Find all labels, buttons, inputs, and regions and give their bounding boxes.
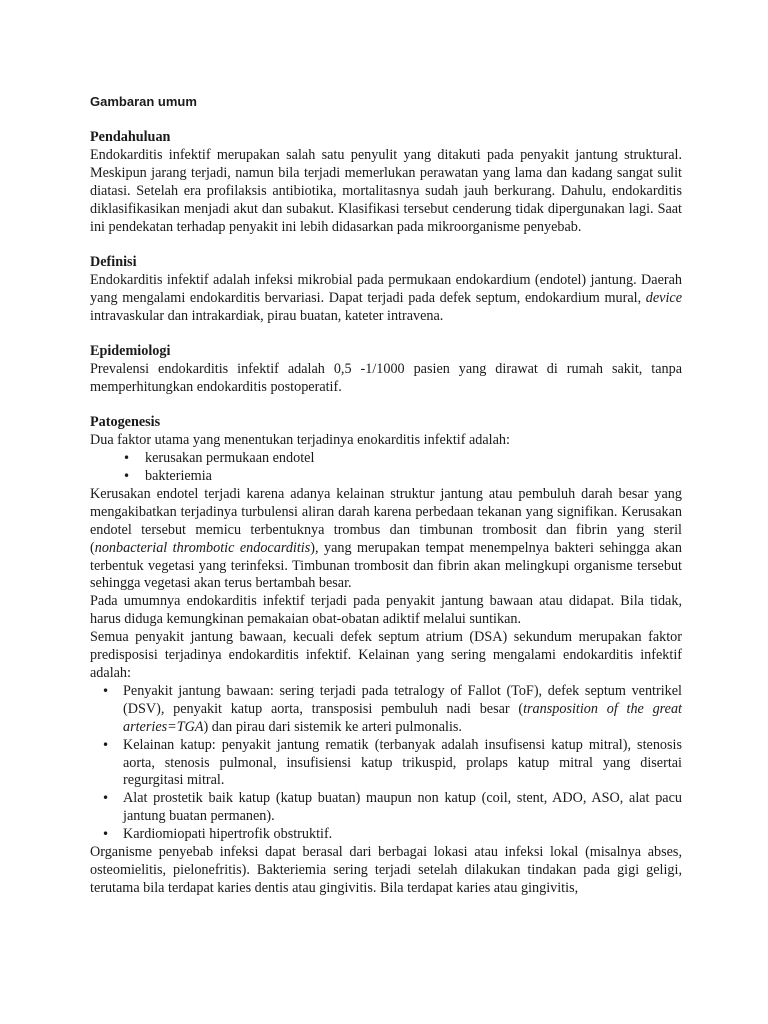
document-title: Gambaran umum — [90, 94, 197, 109]
list-item: • kerusakan permukaan endotel — [90, 450, 682, 468]
patogenesis-paragraph-3: Semua penyakit jantung bawaan, kecuali defek septum atrium (DSA) sekundum merupakan faktor predisposisi terjadinya endokarditis infektif. Kelainan yang sering mengalami endokarditis infektif adalah: — [90, 629, 682, 681]
item1-part2: ) dan pirau dari sistemik ke arteri pulmonalis. — [203, 718, 462, 735]
patogenesis-paragraph-2: Pada umumnya endokarditis infektif terjadi pada penyakit jantung bawaan atau didapat. Bila tidak, harus diduga kemungkinan pemakaian obat-obatan adiktif melalui suntikan. — [90, 593, 682, 628]
list-item — [90, 683, 682, 737]
document-page — [90, 93, 682, 898]
item1-part1: Penyakit jantung bawaan: sering terjadi pada tetralogy of Fallot (ToF), defek septum ventrikel (DSV), penyakit katup aorta, transposisi pembuluh nadi besar ( — [123, 682, 682, 717]
paragraph-pendahuluan: Endokarditis infektif merupakan salah satu penyulit yang ditakuti pada penyakit jantung struktural. Meskipun jarang terjadi, namun bila terjadi memerlukan perawatan yang lama dan kadang sangat sulit diatasi. Setelah era profilaksis antibiotika, mortalitasnya sudah jauh berkurang. Dahulu, endokarditis diklasifikasikan menjadi akut dan subakut. Klasifikasi tersebut cenderung tidak dipergunakan lagi. Saat ini pendekatan terhadap penyakit ini lebih didasarkan pada mikroorganisme penyebab. — [90, 146, 682, 235]
patogenesis-paragraph-4: Organisme penyebab infeksi dapat berasal dari berbagai lokasi atau infeksi lokal (misalnya abses, osteomielitis, pielonefritis). Bakteriemia sering terjadi setelah dilakukan tindakan pada gigi geligi, terutama bila terdapat karies dentis atau gingivitis. Bila terdapat karies atau gingivitis, — [90, 844, 682, 896]
heading-patogenesis: Patogenesis — [90, 414, 161, 431]
factor-list — [90, 450, 682, 486]
paragraph-epidemiologi: Prevalensi endokarditis infektif adalah 0,5 -1/1000 pasien yang dirawat di rumah sakit, tanpa memperhitungkan endokarditis postoperatif. — [90, 360, 682, 395]
patogenesis-intro: Dua faktor utama yang menentukan terjadinya enokarditis infektif adalah: — [90, 432, 510, 449]
definisi-text-italic: device — [645, 289, 682, 306]
definisi-text-part2: intravaskular dan intrakardiak, pirau buatan, kateter intravena. — [90, 307, 444, 324]
item1-italic: transposition of the great arteries=TGA — [123, 700, 682, 735]
list-item: • Kardiomiopati hipertrofik obstruktif. — [90, 826, 682, 844]
list-item: • Alat prostetik baik katup (katup buatan) maupun non katup (coil, stent, ADO, ASO, alat pacu jantung buatan permanen). — [90, 790, 682, 826]
patogenesis-p1-part2: ), yang merupakan tempat menempelnya bakteri sehingga akan terbentuk vegetasi yang terinfeksi. Timbunan trombosit dan fibrin akan melingkupi organisme tersebut sehingga vegetasi akan terus bertambah besar. — [90, 539, 682, 592]
abnormality-list — [90, 683, 682, 844]
section-pendahuluan — [90, 129, 682, 236]
section-patogenesis — [90, 414, 682, 897]
patogenesis-p1-italic: nonbacterial thrombotic endocarditis — [94, 539, 311, 556]
section-epidemiologi — [90, 343, 682, 397]
section-definisi — [90, 254, 682, 326]
list-item: • Kelainan katup: penyakit jantung rematik (terbanyak adalah insufisensi katup mitral), stenosis aorta, stenosis pulmonal, insufisiensi katup trikuspid, prolaps katup mitral yang disertai regurgitasi mitral. — [90, 737, 682, 791]
list-item: • bakteriemia — [90, 468, 682, 486]
definisi-text-part1: Endokarditis infektif adalah infeksi mikrobial pada permukaan endokardium (endotel) jantung. Daerah yang mengalami endokarditis bervariasi. Dapat terjadi pada defek septum, endokardium mural, — [90, 271, 682, 306]
patogenesis-p1-part1: Kerusakan endotel terjadi karena adanya kelainan struktur jantung atau pembuluh darah besar yang mengakibatkan terjadinya turbulensi aliran darah karena perbedaan tekanan yang signifikan. Kerusakan endotel tersebut memicu terbentuknya trombus dan timbunan trombosit dan fibrin yang steril ( — [90, 485, 682, 556]
heading-pendahuluan: Pendahuluan — [90, 129, 171, 145]
patogenesis-paragraph-1 — [90, 486, 682, 593]
heading-epidemiologi: Epidemiologi — [90, 343, 171, 360]
paragraph-definisi — [90, 272, 682, 326]
heading-definisi: Definisi — [90, 253, 137, 270]
